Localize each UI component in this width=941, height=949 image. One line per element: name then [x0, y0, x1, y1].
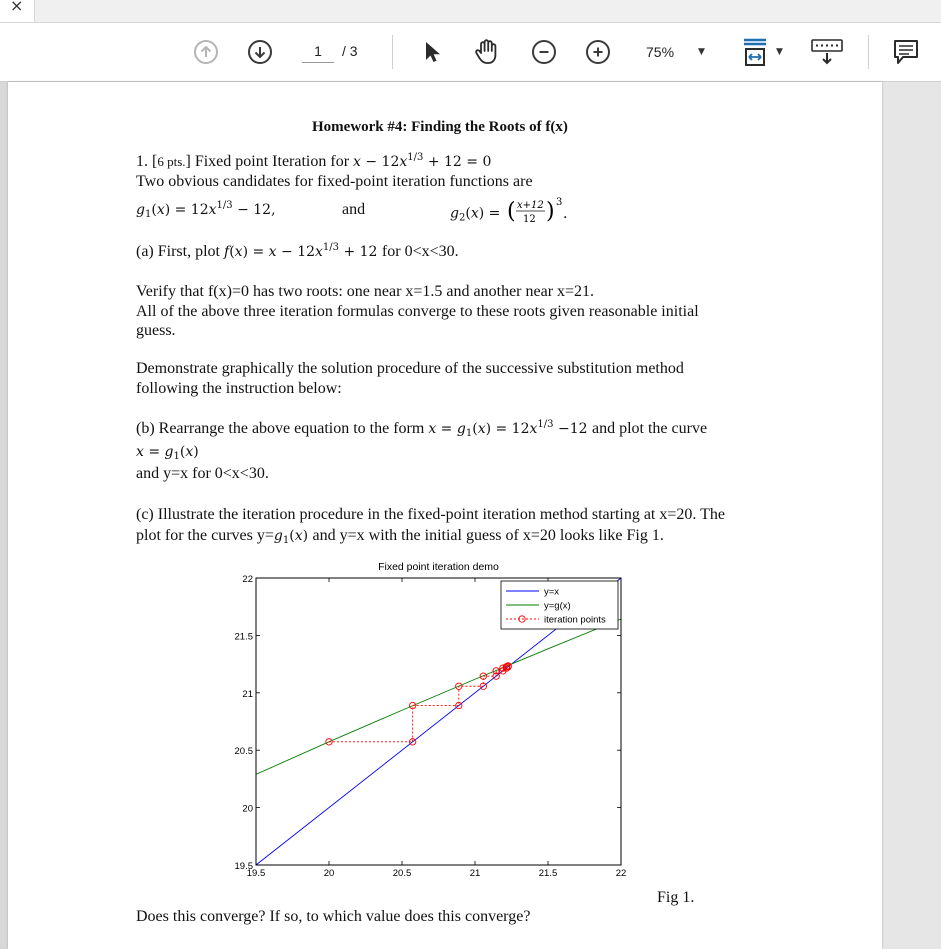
tab-bar-background	[34, 0, 941, 22]
fixed-point-chart	[208, 552, 638, 882]
fit-page-icon[interactable]	[740, 37, 770, 74]
toolbar-divider	[392, 35, 393, 69]
y-tick-label: 21	[242, 688, 253, 700]
close-icon[interactable]: ×	[10, 0, 24, 15]
page-total-label: / 3	[342, 43, 358, 59]
verify-line-2: All of the above three iteration formulas converge to these roots given reasonable initial	[136, 303, 699, 320]
page-title: Homework #4: Finding the Roots of f(x)	[312, 119, 568, 135]
x-tick-label: 21	[469, 868, 481, 879]
pdf-toolbar	[0, 23, 941, 82]
and-label: and	[342, 201, 366, 218]
svg-text:(: (	[506, 199, 516, 224]
y-tick-label: 21.5	[234, 631, 253, 643]
y-tick-label: 22	[242, 574, 253, 585]
question-1-heading: 1. [6 pts.] Fixed point Iteration for $x - 12x^{1/3} + 12 = 0$	[136, 152, 492, 170]
x-tick-label: 20	[323, 868, 335, 879]
verify-line-3: guess.	[136, 322, 176, 339]
x-tick-label: 20.5	[392, 868, 412, 879]
series-y-g-x--line	[256, 619, 621, 774]
window-tab-strip	[0, 0, 941, 23]
svg-text:12: 12	[522, 214, 536, 225]
x-tick-label: 19.5	[246, 868, 266, 879]
hand-icon[interactable]	[474, 38, 500, 71]
y-tick-label: 20.5	[234, 746, 253, 758]
zoom-dropdown-chevron-icon[interactable]: ▼	[698, 47, 705, 57]
arrow-down-circle-icon[interactable]	[248, 40, 272, 64]
plus-circle-icon[interactable]	[586, 40, 610, 64]
minus-circle-icon[interactable]	[532, 40, 556, 64]
legend-label: iteration points	[544, 614, 606, 626]
arrow-up-circle-icon[interactable]	[194, 40, 218, 64]
left-panel-edge	[0, 82, 8, 949]
verify-line-1: Verify that f(x)=0 has two roots: one near x=1.5 and another near x=21.	[136, 283, 595, 300]
y-tick-label: 20	[242, 803, 253, 815]
comment-icon[interactable]	[893, 39, 919, 72]
fit-dropdown-chevron-icon[interactable]: ▼	[776, 47, 783, 57]
demo-line-2: following the instruction below:	[136, 380, 342, 397]
y-tick-label: 19.5	[234, 861, 253, 872]
cursor-arrow-icon[interactable]	[424, 40, 442, 69]
toolbar-divider	[868, 35, 869, 69]
svg-text:x+12: x+12	[516, 200, 544, 211]
svg-text:3: 3	[555, 197, 563, 208]
x-tick-label: 22	[615, 868, 627, 879]
x-tick-label: 21.5	[538, 868, 558, 879]
legend-label: y=x	[544, 586, 560, 598]
part-a-text: (a) First, plot $f(x) = x - 12x^{1/3} + 12$ for 0<x<30.	[136, 242, 459, 260]
legend-label: y=g(x)	[544, 600, 571, 612]
svg-text:.: .	[562, 206, 568, 222]
part-b-line-3: and y=x for 0<x<30.	[136, 465, 269, 482]
chart-title: Fixed point iteration demo	[378, 561, 499, 573]
part-c-line-2: plot for the curves $y=g_1(x)$ and y=x with the initial guess of x=20 looks like Fig 1.	[136, 527, 664, 546]
zoom-level-label[interactable]: 75%	[646, 44, 675, 60]
figure-label: Fig 1.	[657, 889, 695, 906]
demo-line-1: Demonstrate graphically the solution procedure of the successive substitution method	[136, 360, 684, 377]
question-1-intro: Two obvious candidates for fixed-point iteration functions are	[136, 173, 533, 190]
keyboard-down-icon[interactable]	[810, 38, 844, 71]
part-c-line-1: (c) Illustrate the iteration procedure in the fixed-point iteration method starting at x=20. The	[136, 506, 725, 523]
page-number-input[interactable]	[302, 40, 334, 63]
part-b-line-1: (b) Rearrange the above equation to the form $x = g_1(x) = 12x^{1/3} -12$ and plot the curve	[136, 419, 708, 439]
part-b-line-2: $x = g_1(x)$	[136, 444, 199, 462]
g2-definition: $g_2(x)$ = ( x+12 12 ) 3 .	[450, 197, 568, 225]
final-question: Does this converge? If so, to which value does this converge?	[136, 908, 531, 925]
svg-text:): )	[545, 199, 555, 224]
pdf-page	[8, 82, 882, 949]
g1-definition: $g_1(x) = 12x^{1/3} - 12$,	[136, 200, 276, 220]
